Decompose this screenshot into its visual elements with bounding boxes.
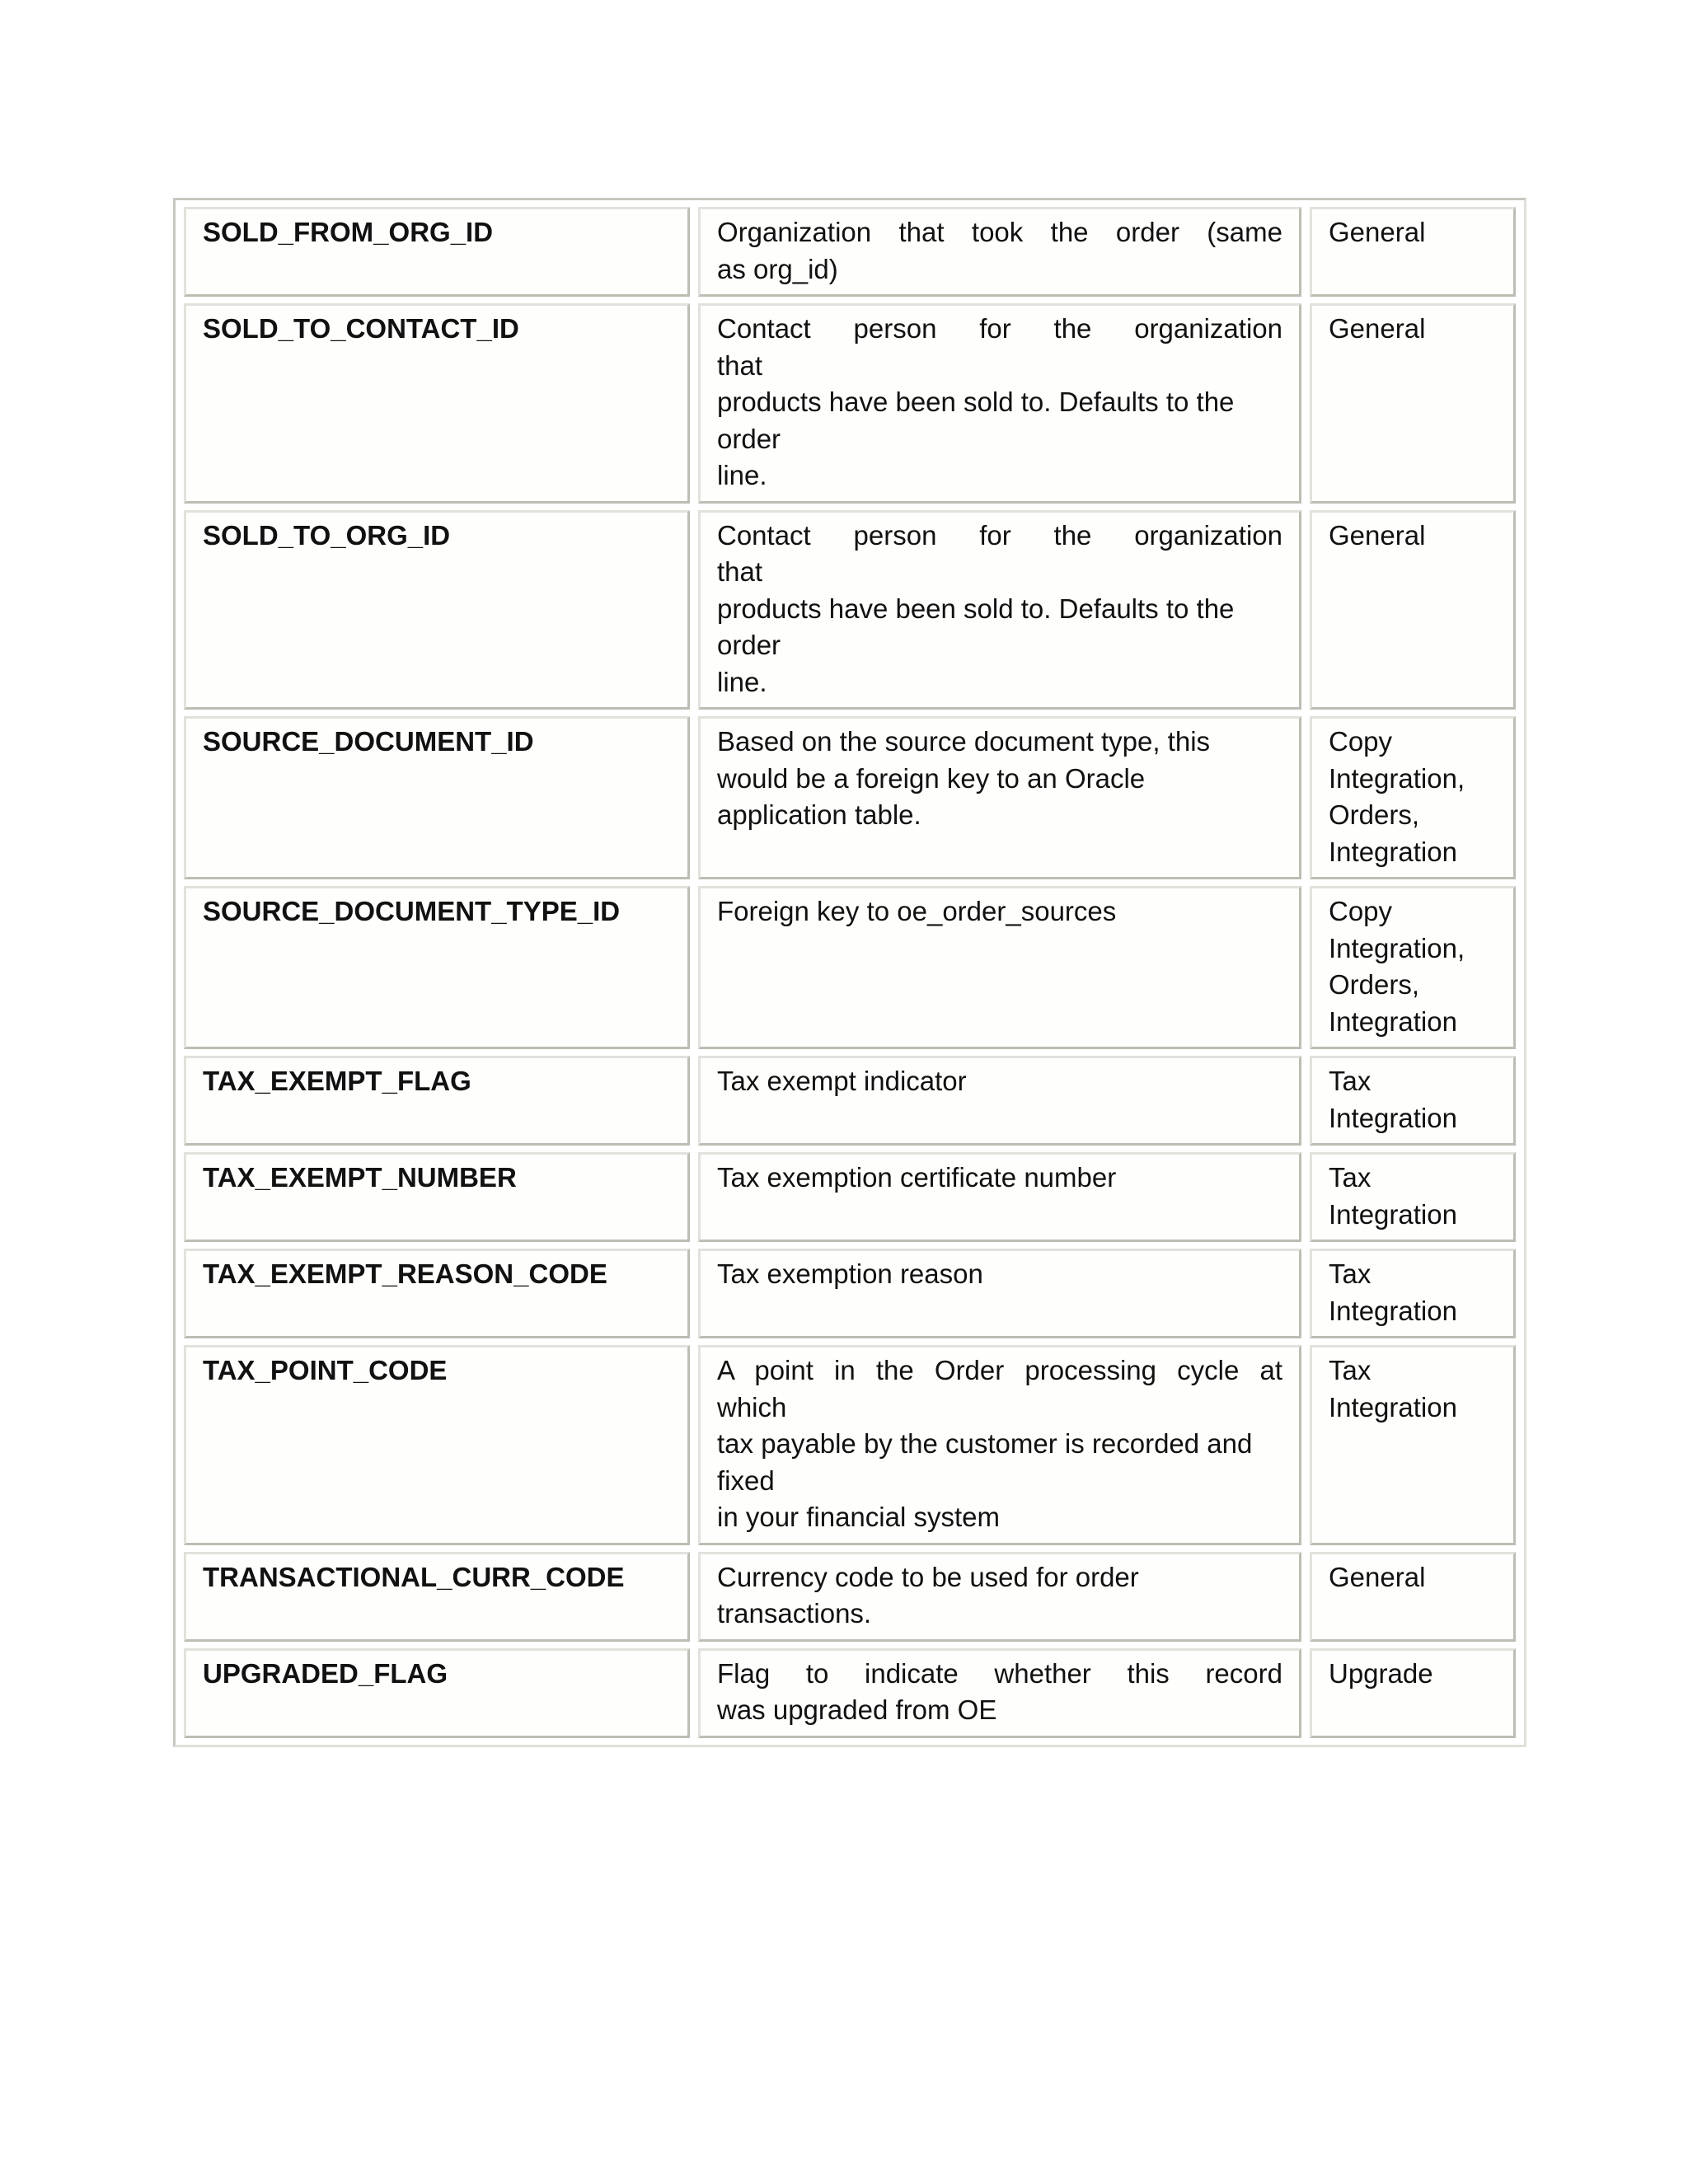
description-cell xyxy=(698,1249,1301,1338)
description-cell xyxy=(698,510,1301,710)
description-line: order xyxy=(717,630,781,660)
field-name-cell: SOLD_TO_CONTACT_ID xyxy=(184,303,690,504)
category-cell xyxy=(1310,1249,1516,1338)
description-line: that xyxy=(717,349,763,381)
table-row xyxy=(184,1552,1516,1642)
category-line: Integration xyxy=(1329,836,1457,867)
table-row xyxy=(184,303,1516,504)
category-line: Integration xyxy=(1329,1102,1457,1133)
table-row xyxy=(184,207,1516,297)
field-name-cell: TAX_EXEMPT_NUMBER xyxy=(184,1152,690,1242)
description-line: products have been sold to. Defaults to the xyxy=(717,593,1235,624)
category-line: Tax xyxy=(1329,1066,1372,1096)
description-line: line. xyxy=(717,666,767,697)
field-name-cell: SOURCE_DOCUMENT_TYPE_ID xyxy=(184,886,690,1049)
category-line: Orders, xyxy=(1329,969,1420,1000)
description-cell xyxy=(698,1056,1301,1146)
description-line: would be a foreign key to an Oracle xyxy=(717,762,1146,794)
description-line: Based on the source document type, this xyxy=(717,726,1211,757)
description-line: Contact person for the organization xyxy=(717,313,1282,344)
description-line: Tax exemption certificate number xyxy=(717,1162,1117,1193)
description-line: Tax exempt indicator xyxy=(717,1066,967,1096)
field-name-cell: SOLD_TO_ORG_ID xyxy=(184,510,690,710)
category-line: Integration xyxy=(1329,1391,1457,1422)
description-line: fixed xyxy=(717,1465,775,1496)
table-body xyxy=(184,207,1516,1738)
description-line: Contact person for the organization xyxy=(717,519,1282,551)
description-line: A point in the Order processing cycle at xyxy=(717,1355,1282,1385)
category-line: Copy xyxy=(1329,726,1393,757)
description-line: Currency code to be used for order xyxy=(717,1561,1139,1592)
description-cell xyxy=(698,303,1301,504)
description-line: Flag to indicate whether this record xyxy=(717,1657,1282,1689)
field-name-cell: SOLD_FROM_ORG_ID xyxy=(184,207,690,297)
description-line: in your financial system xyxy=(717,1502,1000,1532)
category-line: General xyxy=(1329,519,1426,551)
table-row xyxy=(184,510,1516,710)
category-line: General xyxy=(1329,1561,1426,1592)
description-line: as org_id) xyxy=(717,253,838,284)
table-row xyxy=(184,1249,1516,1338)
category-line: Integration, xyxy=(1329,932,1465,963)
description-line: transactions. xyxy=(717,1598,872,1629)
category-cell xyxy=(1310,1056,1516,1146)
description-line: order xyxy=(717,423,781,454)
category-line: Orders, xyxy=(1329,799,1420,830)
description-cell xyxy=(698,716,1301,879)
category-cell xyxy=(1310,1552,1516,1642)
table-row xyxy=(184,716,1516,879)
category-cell xyxy=(1310,510,1516,710)
description-line: Tax exemption reason xyxy=(717,1258,983,1289)
category-cell xyxy=(1310,1648,1516,1738)
field-name-cell: UPGRADED_FLAG xyxy=(184,1648,690,1738)
category-line: General xyxy=(1329,217,1426,247)
category-cell xyxy=(1310,207,1516,297)
category-line: Tax xyxy=(1329,1355,1372,1385)
field-name-cell: TRANSACTIONAL_CURR_CODE xyxy=(184,1552,690,1642)
description-line: application table. xyxy=(717,799,921,830)
category-line: Tax xyxy=(1329,1162,1372,1193)
description-cell xyxy=(698,1552,1301,1642)
category-line: Copy xyxy=(1329,896,1393,926)
category-cell xyxy=(1310,886,1516,1049)
description-line: tax payable by the customer is recorded and xyxy=(717,1428,1253,1459)
category-line: General xyxy=(1329,313,1426,344)
field-name-cell: TAX_EXEMPT_FLAG xyxy=(184,1056,690,1146)
category-line: Upgrade xyxy=(1329,1657,1433,1689)
category-line: Integration xyxy=(1329,1295,1457,1326)
description-line: products have been sold to. Defaults to the xyxy=(717,387,1235,417)
category-line: Integration, xyxy=(1329,762,1465,794)
description-cell xyxy=(698,1648,1301,1738)
category-cell xyxy=(1310,716,1516,879)
description-cell xyxy=(698,207,1301,297)
description-line: which xyxy=(717,1391,787,1422)
category-cell xyxy=(1310,1152,1516,1242)
table-row xyxy=(184,886,1516,1049)
category-cell xyxy=(1310,1345,1516,1545)
field-name-cell: TAX_EXEMPT_REASON_CODE xyxy=(184,1249,690,1338)
table-row xyxy=(184,1152,1516,1242)
description-cell xyxy=(698,886,1301,1049)
field-name-cell: TAX_POINT_CODE xyxy=(184,1345,690,1545)
category-line: Tax xyxy=(1329,1258,1372,1289)
table-row xyxy=(184,1056,1516,1146)
field-name-cell: SOURCE_DOCUMENT_ID xyxy=(184,716,690,879)
category-line: Integration xyxy=(1329,1198,1457,1230)
table-row xyxy=(184,1648,1516,1738)
description-cell xyxy=(698,1345,1301,1545)
description-line: line. xyxy=(717,460,767,490)
description-line: Organization that took the order (same xyxy=(717,217,1282,247)
category-cell xyxy=(1310,303,1516,504)
description-cell xyxy=(698,1152,1301,1242)
description-line: Foreign key to oe_order_sources xyxy=(717,896,1117,926)
field-definitions-table xyxy=(173,198,1526,1747)
category-line: Integration xyxy=(1329,1005,1457,1037)
table-row xyxy=(184,1345,1516,1545)
description-line: was upgraded from OE xyxy=(717,1694,997,1725)
description-line: that xyxy=(717,556,763,587)
